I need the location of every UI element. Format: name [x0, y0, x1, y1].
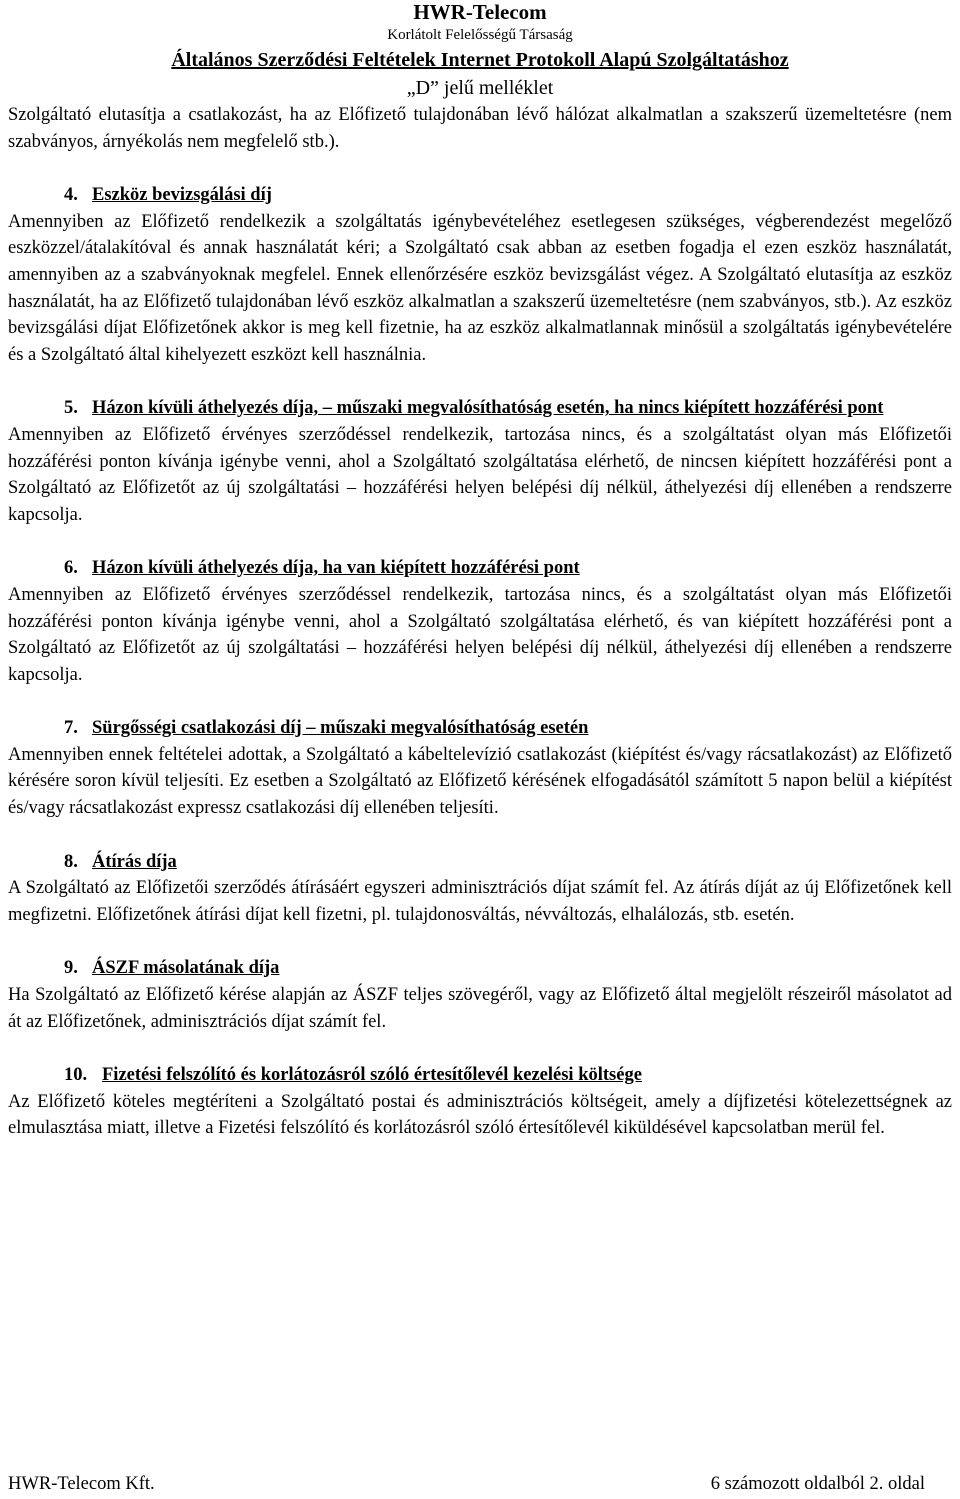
section-number: 7. — [64, 718, 78, 739]
section-number: 6. — [64, 558, 78, 579]
section-text: Az Előfizető köteles megtéríteni a Szolgáltató postai és adminisztrációs költségeit, amely a díjfizetési kötelezettségnek az elmulasztása miatt, illetve a Fizetési felszólító és korlátozásról szóló értesítőlevél kiküldésével kapcsolatban merül fel. — [8, 1091, 952, 1139]
section-title: Eszköz bevizsgálási díj — [92, 185, 272, 206]
intro-paragraph: Szolgáltató elutasítja a csatlakozást, ha az Előfizető tulajdonában lévő hálózat alkalmatlan a szakszerű üzemeltetésre (nem szabványos, árnyékolás nem megfelelő stb.). — [8, 105, 952, 152]
section-text: Amennyiben ennek feltételei adottak, a Szolgáltató a kábeltelevízió csatlakozást (kiépítést és/vagy rácsatlakozást) az Előfizető kérésére soron kívül teljesíti. Ez esetben a Szolgáltató az Előfizető kérésének elfogadásától számított 5 napon belül a kiépítést és/vagy rácsatlakozást expressz csatlakozási díj ellenében teljesíti. — [8, 744, 952, 819]
section-heading — [8, 955, 952, 982]
section-heading — [8, 555, 952, 582]
section-9 — [8, 955, 952, 1035]
section-heading — [8, 395, 952, 422]
section-title: ÁSZF másolatának díja — [92, 958, 280, 979]
section-title: Házon kívüli áthelyezés díja, ha van kiépített hozzáférési pont — [92, 558, 580, 579]
section-number: 4. — [64, 185, 78, 206]
section-heading — [8, 1062, 952, 1089]
company-name: HWR-Telecom — [413, 0, 547, 24]
section-text: Amennyiben az Előfizető rendelkezik a szolgáltatás igénybevételéhez esetlegesen szükséges, végberendezést megelőző eszközzel/átalakítóval és annak használatát kéri; a Szolgáltató csak abban az esetben fogadja el ezen eszköz használatát, amennyiben az a szabványoknak megfelel. Ennek ellenőrzésére eszköz bevizsgálást végez. A Szolgáltató elutasítja az eszköz használatát, ha az Előfizető tulajdonában lévő eszköz alkalmatlan a szakszerű üzemeltetésre (nem szabványos, stb.). Az eszköz bevizsgálási díjat Előfizetőnek akkor is meg kell fizetnie, ha az eszköz alkalmatlannak minősül a szolgáltatás igénybevételére és a Szolgáltató által kihelyezett eszközt kell használnia. — [8, 211, 952, 365]
footer-company: HWR-Telecom Kft. — [8, 1474, 155, 1494]
document-page — [8, 0, 952, 1142]
section-number: 9. — [64, 958, 78, 979]
footer-page-number: 6 számozott oldalból 2. oldal — [710, 1474, 925, 1494]
section-7 — [8, 715, 952, 821]
section-5 — [8, 395, 952, 528]
section-text: Ha Szolgáltató az Előfizető kérése alapján az ÁSZF teljes szövegéről, vagy az Előfizető által megjelölt részeiről másolatot ad át az Előfizetőnek, adminisztrációs díjat számít fel. — [8, 985, 952, 1032]
section-number: 8. — [64, 851, 78, 872]
section-title: Fizetési felszólító és korlátozásról szóló értesítőlevél kezelési költsége — [102, 1065, 642, 1086]
section-text: A Szolgáltató az Előfizetői szerződés átírásáért egyszeri adminisztrációs díjat számít fel. Az átírás díját az új Előfizetőnek kell megfizetni. Előfizetőnek átírási díjat kell fizetni, pl. tulajdonosváltás, névváltozás, elhalálozás, stb. esetén. — [8, 878, 952, 925]
document-title: Általános Szerződési Feltételek Internet Protokoll Alapú Szolgáltatáshoz — [171, 49, 789, 71]
section-title: Átírás díja — [92, 851, 177, 872]
section-text: Amennyiben az Előfizető érvényes szerződéssel rendelkezik, tartozása nincs, és a szolgáltatást olyan más Előfizetői hozzáférési ponton kívánja igénybe venni, ahol a Szolgáltató szolgáltatása elérhető, de nincsen kiépített hozzáférési pont a Szolgáltató az Előfizetőt az új szolgáltatási – hozzáférési helyen belépési díj nélkül, áthelyezési díj ellenében a rendszerre kapcsolja. — [8, 424, 952, 525]
section-heading — [8, 715, 952, 742]
section-6 — [8, 555, 952, 688]
section-heading — [8, 849, 952, 876]
section-10 — [8, 1062, 952, 1142]
section-number: 10. — [64, 1065, 88, 1086]
section-title: Sürgősségi csatlakozási díj – műszaki megvalósíthatóság esetén — [92, 718, 589, 739]
annex-label: „D” jelű melléklet — [406, 77, 554, 99]
section-heading — [8, 182, 952, 209]
company-form: Korlátolt Felelősségű Társaság — [387, 27, 573, 43]
section-number: 5. — [64, 398, 78, 419]
document-header — [8, 0, 952, 102]
page-footer — [8, 1472, 925, 1496]
section-title: Házon kívüli áthelyezés díja, – műszaki megvalósíthatóság esetén, ha nincs kiépített hozzáférési pont — [92, 398, 884, 419]
section-4 — [8, 182, 952, 368]
section-text: Amennyiben az Előfizető érvényes szerződéssel rendelkezik, tartozása nincs, és a szolgáltatást olyan más Előfizetői hozzáférési ponton kívánja igénybe venni, ahol a Szolgáltató szolgáltatása elérhető, és van kiépített hozzáférési pont a Szolgáltató az Előfizetőt az új szolgáltatási – hozzáférési helyen belépési díj nélkül, áthelyezési díj ellenében a rendszerre kapcsolja. — [8, 584, 952, 685]
section-8 — [8, 849, 952, 929]
